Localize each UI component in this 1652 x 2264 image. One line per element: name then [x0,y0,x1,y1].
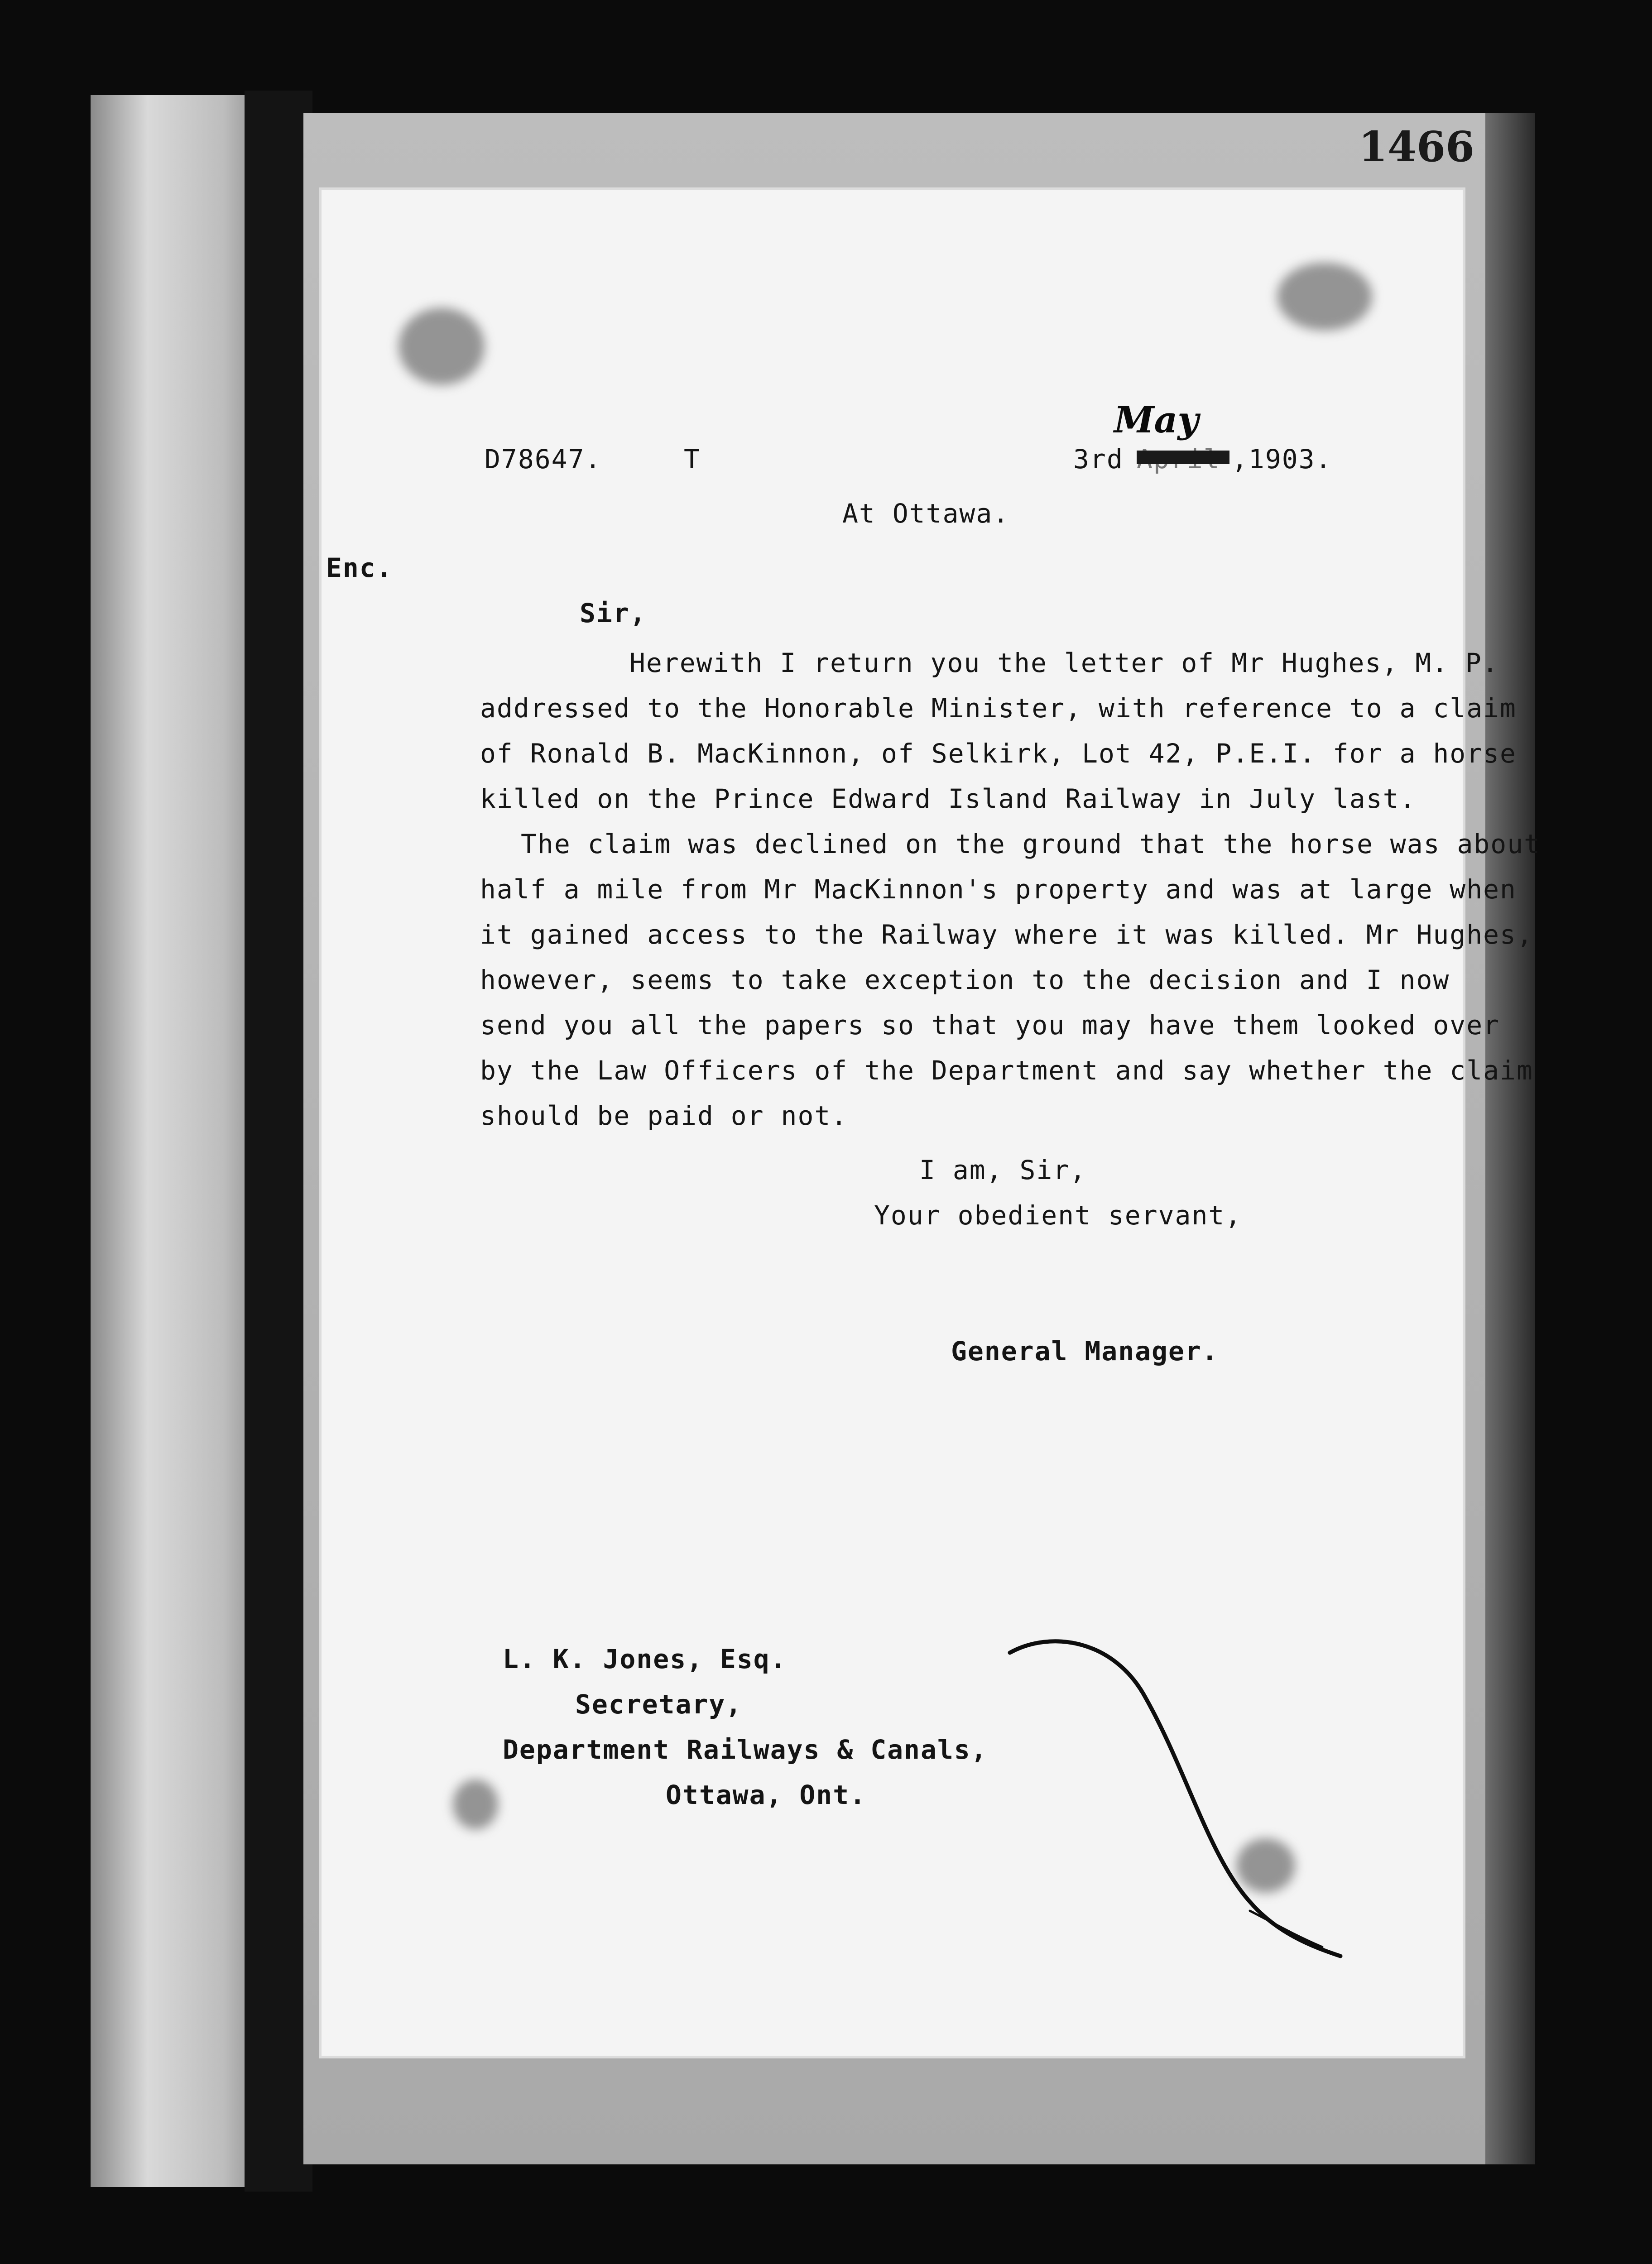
recipient-line: Ottawa, Ont. [666,1780,867,1810]
body-line: of Ronald B. MacKinnon, of Selkirk, Lot 42, P.E.I. for a horse [480,738,1517,769]
strike-through [1137,451,1229,464]
letter-reference: D78647. [485,444,602,475]
date-year: ,1903. [1232,444,1332,475]
body-line: Herewith I return you the letter of Mr Hughes, M. P. [629,648,1499,678]
body-line: addressed to the Honorable Minister, with reference to a claim [480,693,1517,724]
body-line: killed on the Prince Edward Island Railway in July last. [480,783,1417,814]
body-line: The claim was declined on the ground that the horse was about [521,829,1541,859]
enclosure-mark: Enc. [326,552,393,583]
recipient-line: Secretary, [575,1689,743,1720]
handwritten-signature [996,1621,1404,1983]
ink-stain [399,308,485,385]
film-frame-binding-shadow [245,91,312,2192]
body-line: it gained access to the Railway where it was killed. Mr Hughes, [480,919,1533,950]
recipient-line: Department Railways & Canals, [503,1734,988,1765]
body-line: however, seems to take exception to the decision and I now [480,964,1450,995]
date-day: 3rd [1073,444,1124,475]
archive-page-number: 1466 [1359,122,1475,171]
letterbook-edge [1485,113,1535,2164]
body-line: by the Law Officers of the Department and say whether the claim [480,1055,1533,1086]
signature-title: General Manager. [951,1336,1219,1367]
body-line: send you all the papers so that you may have them looked over [480,1010,1500,1041]
recipient-line: L. K. Jones, Esq. [503,1644,787,1674]
handwritten-month: May [1114,398,1199,441]
letter-initial: T [684,444,701,475]
closing-line: Your obedient servant, [874,1200,1242,1231]
ink-stain [1277,263,1372,331]
body-line: should be paid or not. [480,1100,848,1131]
body-line: half a mile from Mr MacKinnon's property and was at large when [480,874,1517,905]
ink-stain [453,1780,498,1829]
closing-line: I am, Sir, [919,1155,1087,1185]
place: At Ottawa. [842,498,1010,529]
salutation: Sir, [580,598,647,628]
